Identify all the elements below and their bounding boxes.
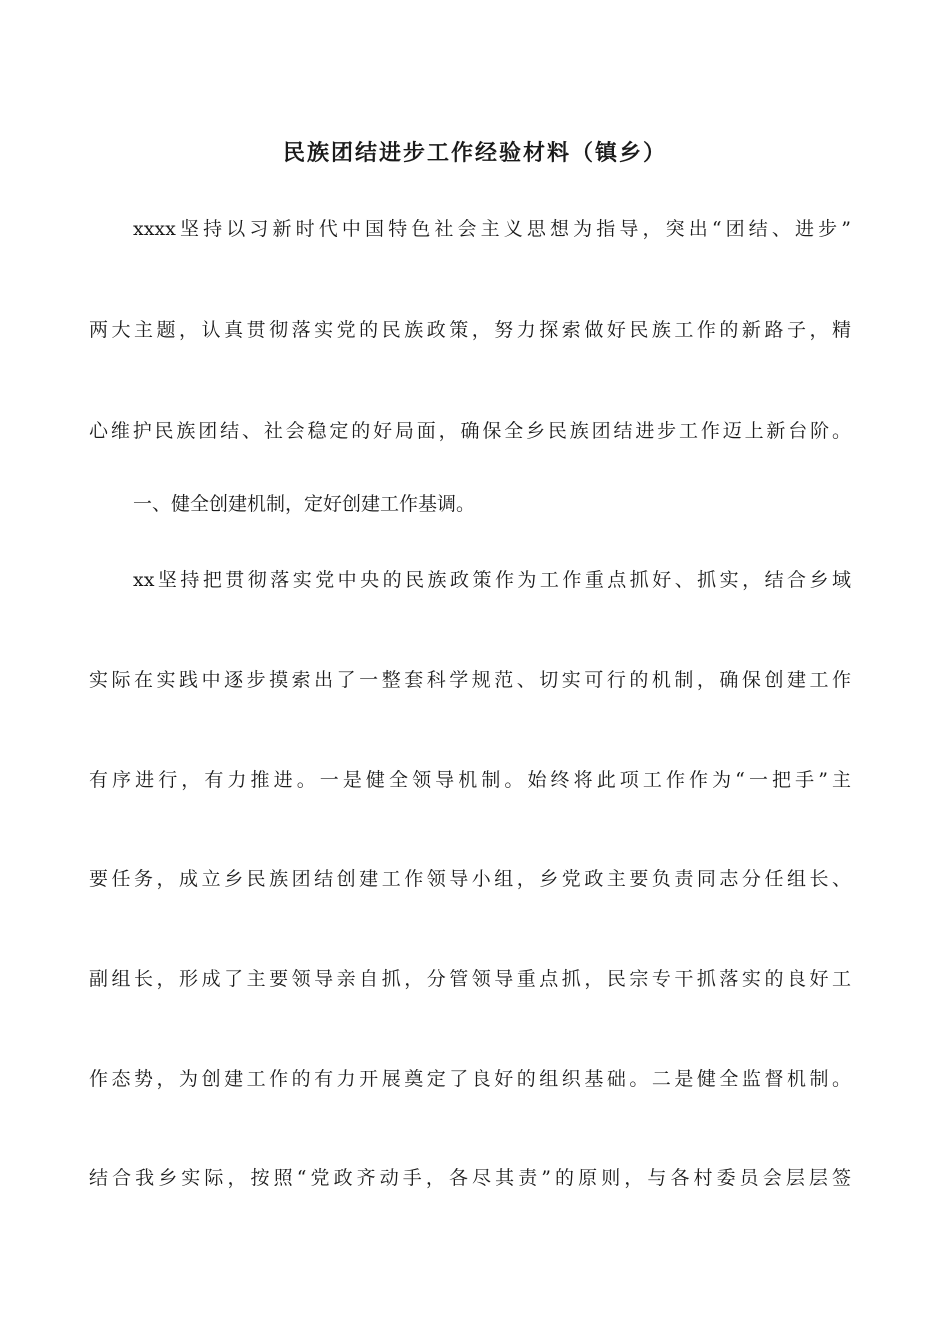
paragraph-line: 心维护民族团结、社会稳定的好局面，确保全乡民族团结进步工作迈上新台阶。	[89, 420, 851, 442]
paragraph-line: 结合我乡实际，按照“党政齐动手，各尽其责”的原则，与各村委员会层层签	[89, 1167, 851, 1189]
paragraph-line: 要任务，成立乡民族团结创建工作领导小组，乡党政主要负责同志分任组长、	[89, 868, 851, 890]
paragraph-line: 副组长，形成了主要领导亲自抓，分管领导重点抓，民宗专干抓落实的良好工	[89, 968, 851, 990]
section-heading: 一、健全创建机制，定好创建工作基调。	[133, 493, 476, 515]
paragraph-line: xxxx坚持以习新时代中国特色社会主义思想为指导，突出“团结、进步”	[133, 218, 851, 240]
paragraph-line: xx坚持把贯彻落实党中央的民族政策作为工作重点抓好、抓实，结合乡域	[133, 569, 851, 591]
paragraph-line: 实际在实践中逐步摸索出了一整套科学规范、切实可行的机制，确保创建工作	[89, 669, 851, 691]
paragraph-line: 作态势，为创建工作的有力开展奠定了良好的组织基础。二是健全监督机制。	[89, 1068, 851, 1090]
paragraph-line: 有序进行，有力推进。一是健全领导机制。始终将此项工作作为“一把手”主	[89, 769, 851, 791]
paragraph-line: 两大主题，认真贯彻落实党的民族政策，努力探索做好民族工作的新路子，精	[89, 319, 851, 341]
document-title: 民族团结进步工作经验材料（镇乡）	[282, 140, 667, 166]
